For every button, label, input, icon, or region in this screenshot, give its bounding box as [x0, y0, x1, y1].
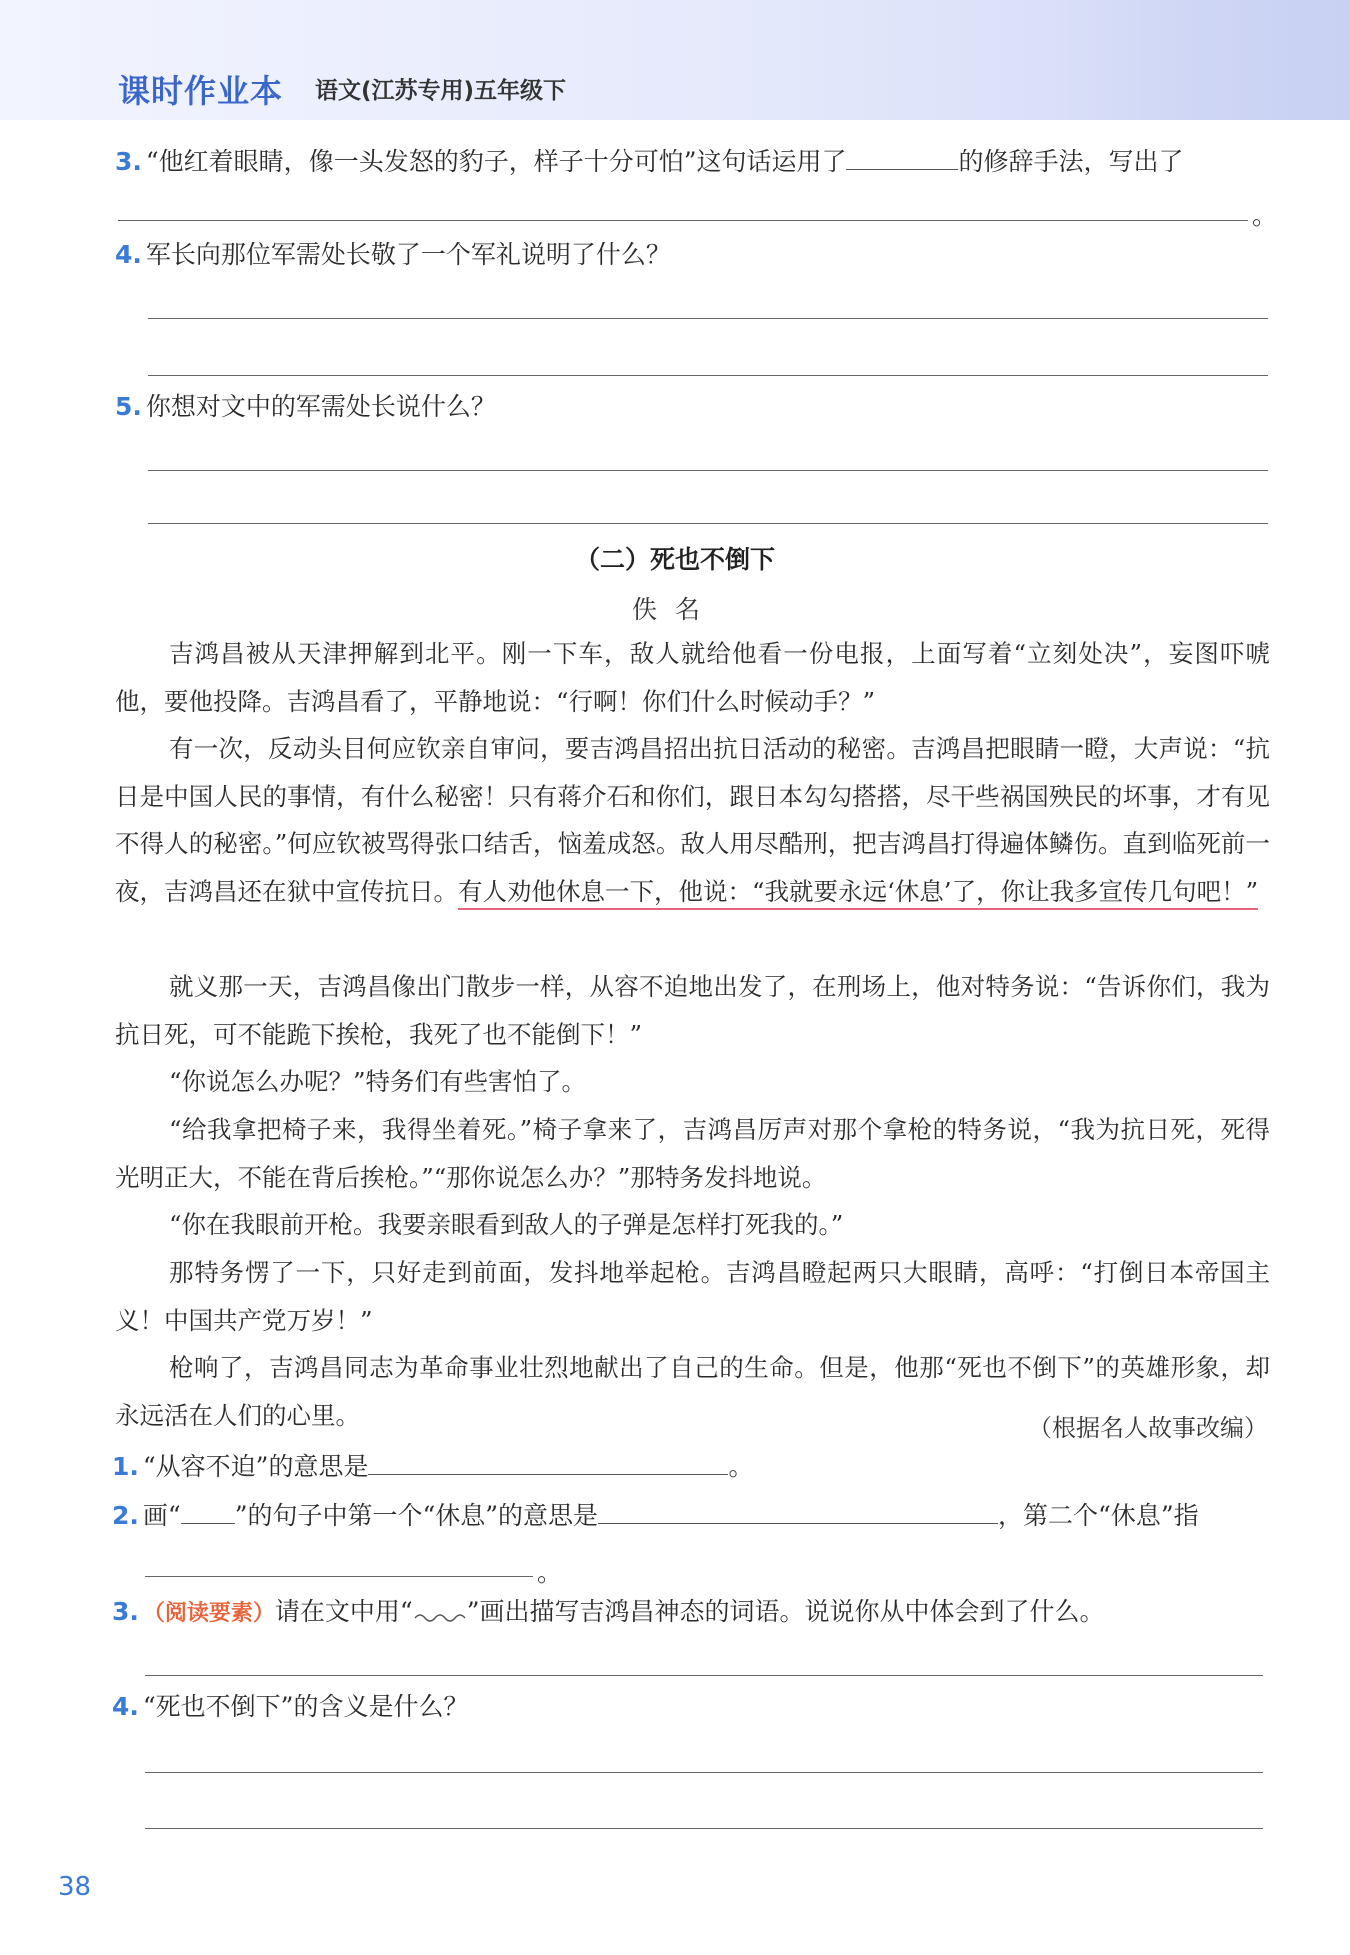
article-source: （根据名人故事改编） [1028, 1414, 1268, 1442]
question-text: “从容不迫”的意思是 [142, 1452, 369, 1481]
book-brand: 课时作业本 [118, 72, 284, 110]
article-paragraph: 枪响了，吉鸿昌同志为革命事业壮烈地献出了自己的生命。但是，他那“死也不倒下”的英雄形象，却永远活在人们的心里。 [115, 1353, 1270, 1430]
period-mark: 。 [728, 1452, 754, 1481]
answer-blank[interactable] [598, 1497, 998, 1524]
article-paragraph: “给我拿把椅子来，我得坐着死。”椅子拿来了，吉鸿昌厉声对那个拿枪的特务说，“我为抗日死，死得光明正大，不能在背后挨枪。”“那你说怎么办？”那特务发抖地说。 [115, 1115, 1270, 1192]
question-text: 你想对文中的军需处长说什么？ [145, 392, 496, 421]
answer-line[interactable] [148, 523, 1268, 524]
question-1 [112, 1448, 753, 1484]
question-text: 画“ [142, 1501, 181, 1530]
article-author: 佚名 [631, 595, 718, 624]
article-paragraph: “你说怎么办呢？”特务们有些害怕了。 [169, 1067, 587, 1096]
article-title: （二）死也不倒下 [574, 545, 775, 574]
question-4b [112, 1690, 468, 1724]
question-text: 军长向那位军需处长敬了一个军礼说明了什么？ [145, 240, 671, 269]
article-paragraph: 就义那一天，吉鸿昌像出门散步一样，从容不迫地出发了，在刑场上，他对特务说：“告诉你们，我为抗日死，可不能跪下挨枪，我死了也不能倒下！” [115, 972, 1270, 1049]
answer-blank[interactable] [368, 1448, 728, 1475]
article-paragraph: 那特务愣了一下，只好走到前面，发抖地举起枪。吉鸿昌瞪起两只大眼睛，高呼：“打倒日本帝国主义！中国共产党万岁！” [115, 1258, 1270, 1335]
paragraph-text: 有一次，反动头目何应钦亲自审问，要吉鸿昌招出抗日活动的秘密。吉鸿昌把眼睛一瞪，大声说：“抗日是中国人民的事情，有什么秘密！只有蒋介石和你们，跟日本勾勾搭搭，尽干些祸国殃民的坏事，才有见不得人的秘密。”何应钦被骂得张口结舌，恼羞成怒。敌人用尽酷刑，把吉鸿昌打得遍体鳞伤。直到临死前一夜，吉鸿昌还在狱中宣传抗日。 [115, 734, 1270, 906]
question-number: 2. [112, 1501, 139, 1530]
underline-symbol [181, 1499, 235, 1524]
question-number: 4. [112, 1692, 139, 1721]
question-text: ”画出描写吉鸿昌神态的词语。说说你从中体会到了什么。 [466, 1597, 1105, 1626]
article-paragraph: 吉鸿昌被从天津押解到北平。刚一下车，敌人就给他看一份电报，上面写着“立刻处决”，妄图吓唬他，要他投降。吉鸿昌看了，平静地说：“行啊！你们什么时候动手？” [115, 639, 1270, 716]
question-number: 5. [115, 392, 142, 421]
question-number: 1. [112, 1452, 139, 1481]
question-text: ，第二个“休息”指 [998, 1501, 1199, 1530]
question-number: 4. [115, 240, 142, 269]
question-text: 请在文中用“ [274, 1597, 413, 1626]
answer-line[interactable] [145, 1675, 1263, 1676]
answer-line[interactable] [148, 318, 1268, 319]
answer-line[interactable] [148, 375, 1268, 376]
answer-line[interactable] [145, 1576, 533, 1577]
question-number: 3. [112, 1597, 139, 1626]
question-text: ”的句子中第一个“休息”的意思是 [234, 1501, 599, 1530]
question-text: “他红着眼睛，像一头发怒的豹子，样子十分可怕”这句话运用了 [145, 147, 847, 176]
wavy-line-icon [413, 1600, 467, 1624]
period-mark: 。 [537, 1558, 563, 1587]
underlined-sentence: 有人劝他休息一下，他说：“我就要永远‘休息’了，你让我多宣传几句吧！” [458, 877, 1258, 910]
question-2 [112, 1497, 1199, 1533]
reading-element-tag: （阅读要素） [142, 1601, 275, 1626]
article-paragraph [115, 725, 1270, 915]
answer-line[interactable] [148, 470, 1268, 471]
question-5 [115, 390, 496, 424]
answer-blank[interactable] [846, 143, 958, 170]
question-3 [115, 143, 1184, 179]
page-number: 38 [58, 1872, 92, 1902]
answer-line[interactable] [145, 1828, 1263, 1829]
period-mark: 。 [1252, 201, 1278, 230]
question-4 [115, 238, 671, 272]
question-number: 3. [115, 147, 142, 176]
question-text: 的修辞手法，写出了 [958, 147, 1184, 176]
answer-line[interactable] [145, 1772, 1263, 1773]
answer-line[interactable] [118, 220, 1248, 221]
question-3b [112, 1595, 1105, 1631]
article-paragraph: “你在我眼前开枪。我要亲眼看到敌人的子弹是怎样打死我的。” [169, 1210, 844, 1239]
question-text: “死也不倒下”的含义是什么？ [142, 1692, 469, 1721]
book-subject: 语文(江苏专用)五年级下 [315, 78, 567, 104]
wavy-line-symbol [413, 1596, 467, 1620]
